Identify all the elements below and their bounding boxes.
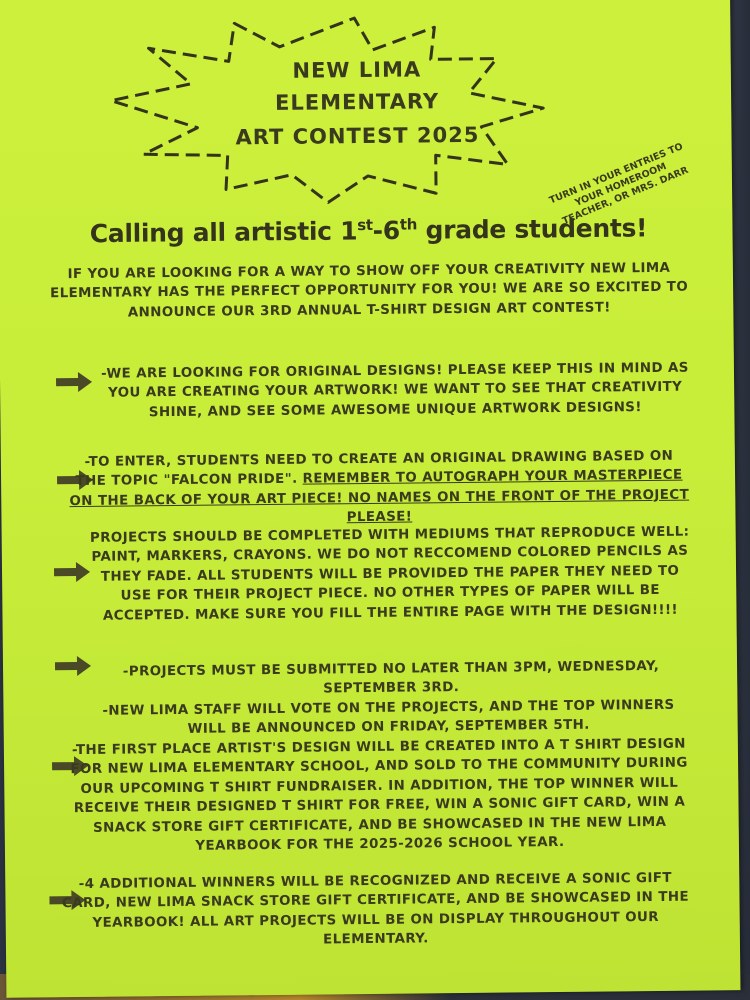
mediums-paragraph: PROJECTS SHOULD BE COMPLETED WITH MEDIUMS THAT REPRODUCE WELL: PAINT, MARKERS, CRAYONS. WE DO NOT RECCOMEND COLORED PENCILS AS THEY FADE. ALL STUDENTS WILL BE PROVIDED THE PAPER THEY NEED TO USE FOR THEIR PROJECT PIECE. NO OTHER TYPES OF PAPER WILL BE ACCEPTED. MAKE SURE YOU FILL THE ENTIRE PAGE WITH THE DESIGN!!!! <box>89 524 690 624</box>
headline-sup-1: st <box>357 215 373 235</box>
headline-prefix: Calling all artistic 1 <box>89 216 358 249</box>
intro-paragraph: IF YOU ARE LOOKING FOR A WAY TO SHOW OFF YOUR CREATIVITY NEW LIMA ELEMENTARY HAS THE PERFECT OPPORTUNITY FOR YOU! WE ARE SO EXCITED TO ANNOUNCE OUR 3RD ANNUAL T-SHIRT DESIGN ART CONTEST! <box>50 260 689 321</box>
headline-sup-2: th <box>399 215 418 234</box>
voting-paragraph: -NEW LIMA STAFF WILL VOTE ON THE PROJECTS, AND THE TOP WINNERS WILL BE ANNOUNCED ON FRIDAY, SEPTEMBER 5TH. <box>102 697 675 738</box>
headline-mid: -6 <box>372 215 401 246</box>
headline <box>18 212 718 249</box>
title-line-1: NEW LIMA <box>292 57 422 83</box>
right-arrow-icon <box>53 653 93 679</box>
headline-suffix: grade students! <box>416 213 648 245</box>
right-arrow-icon <box>54 369 94 395</box>
autograph-reminder: REMEMBER TO AUTOGRAPH YOUR MASTERPIECE ON THE BACK OF YOUR ART PIECE! NO NAMES ON THE FRONT OF THE PROJECT PLEASE! <box>69 468 690 526</box>
title-line-2: ELEMENTARY <box>274 89 440 115</box>
right-arrow-icon <box>52 559 92 585</box>
additional-winners-paragraph: -4 ADDITIONAL WINNERS WILL BE RECOGNIZED AND RECEIVE A SONIC GIFT CARD, NEW LIMA SNACK STORE GIFT CERTIFICATE, AND BE SHOWCASED IN THE YEARBOOK! ALL ART PROJECTS WILL BE ON DISPLAY THROUGHOUT OUR ELEMENTARY. <box>61 870 690 948</box>
entry-rules-text: -TO ENTER, STUDENTS NEED TO CREATE AN ORIGINAL DRAWING BASED ON THE TOPIC "FALCON PRIDE". <box>75 448 674 490</box>
first-place-paragraph: -THE FIRST PLACE ARTIST'S DESIGN WILL BE CREATED INTO A T SHIRT DESIGN FOR NEW LIMA ELEMENTARY SCHOOL, AND SOLD TO THE COMMUNITY DURING OUR UPCOMING T SHIRT FUNDRAISER. IN ADDITION, THE TOP WINNER WILL RECEIVE THEIR DESIGNED T SHIRT FOR FREE, WIN A SONIC GIFT CARD, WIN A SNACK STORE GIFT CERTIFICATE, AND BE SHOWCASED IN THE NEW LIMA YEARBOOK FOR THE 2025-2026 SCHOOL YEAR. <box>70 736 688 854</box>
entry-rules-paragraph <box>67 447 692 531</box>
original-designs-paragraph: -WE ARE LOOKING FOR ORIGINAL DESIGNS! PLEASE KEEP THIS IN MIND AS YOU ARE CREATING YOUR ARTWORK! WE WANT TO SEE THAT CREATIVITY SHINE, AND SEE SOME AWESOME UNIQUE ARTWORK DESIGNS! <box>101 360 689 421</box>
title-line-3: ART CONTEST 2025 <box>235 122 480 150</box>
deadline-paragraph: -PROJECTS MUST BE SUBMITTED NO LATER THAN 3PM, WEDNESDAY, SEPTEMBER 3RD. <box>122 658 660 697</box>
turn-in-note: TURN IN YOUR ENTRIES TO YOUR HOMEROOM TEACHER, OR MRS. DARR <box>547 141 690 227</box>
